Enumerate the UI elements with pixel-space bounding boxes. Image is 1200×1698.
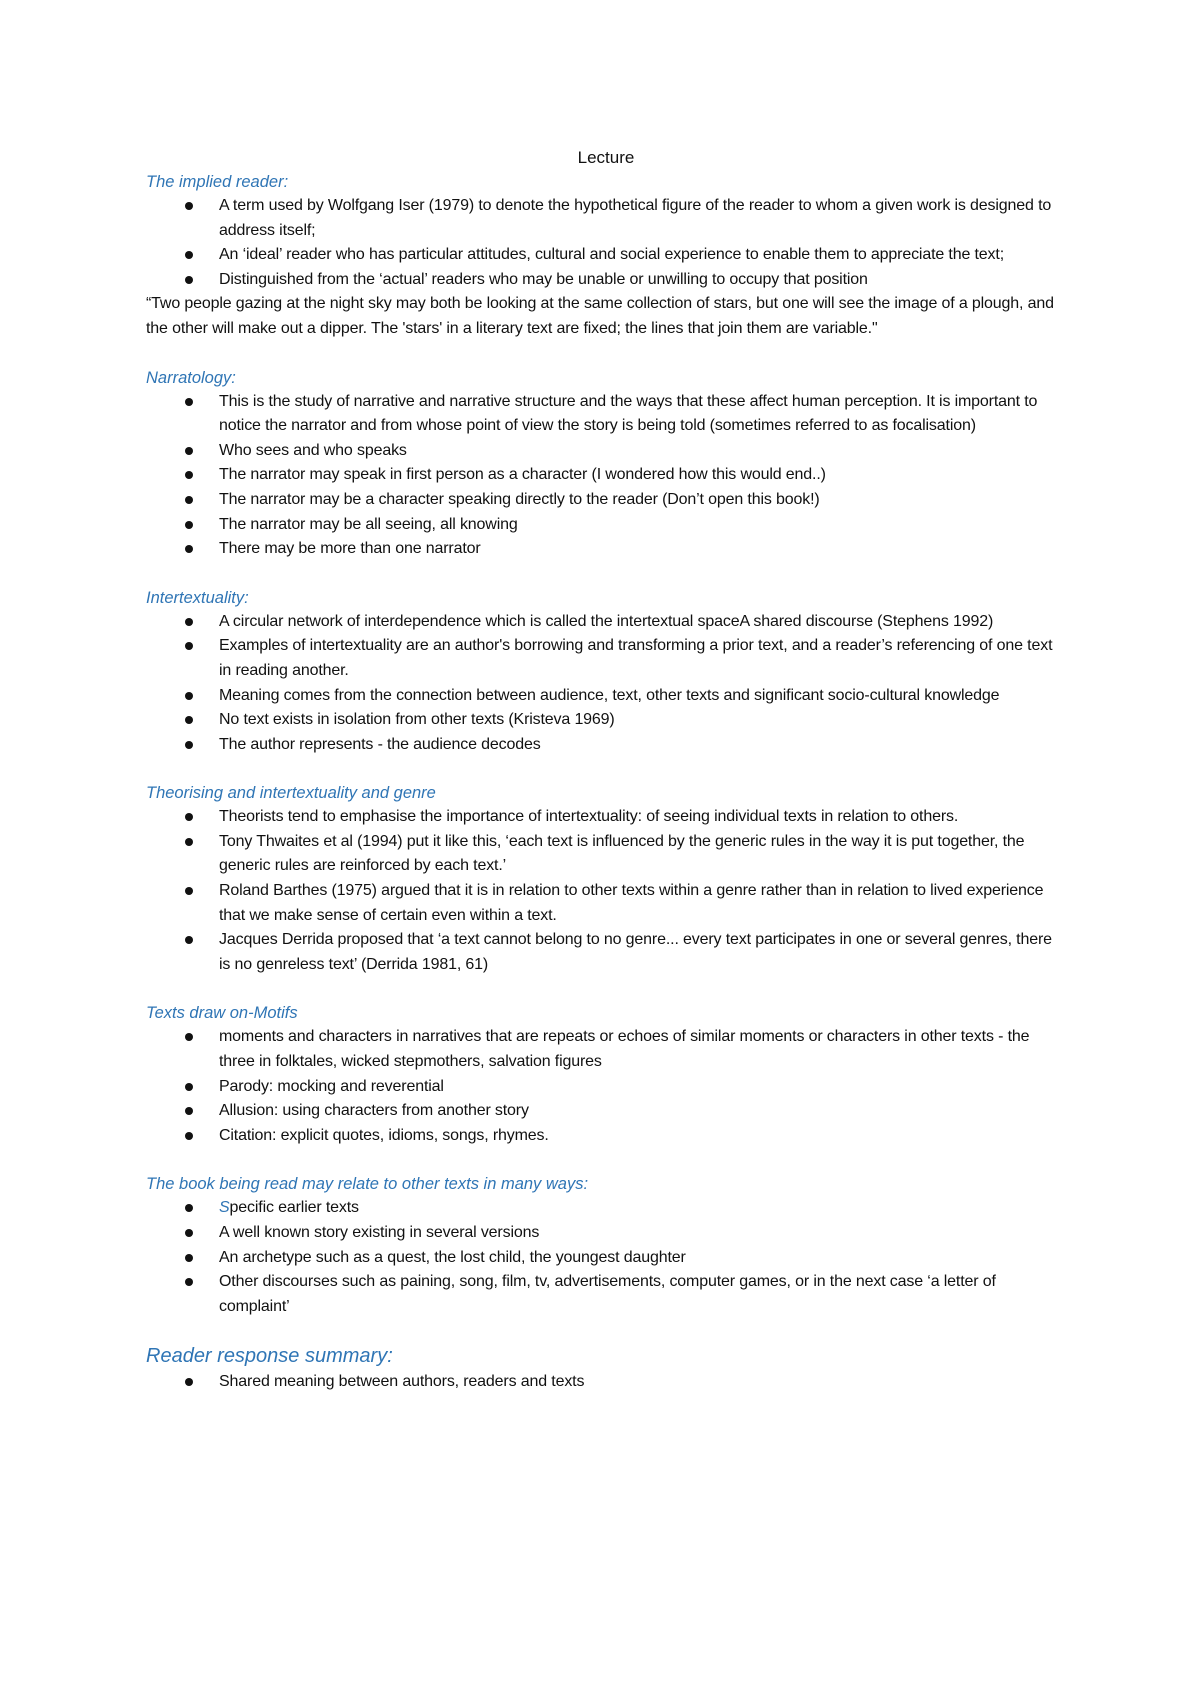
section-heading: The book being read may relate to other texts in many ways:	[146, 1175, 589, 1194]
bullet-icon	[185, 251, 193, 259]
bullet-icon	[185, 838, 193, 846]
bullet-icon	[185, 1378, 193, 1386]
bullet-icon	[185, 618, 193, 626]
section-intertextuality	[146, 586, 1066, 758]
bullet-icon	[185, 1107, 193, 1115]
list-item: Meaning comes from the connection between audience, text, other texts and significant socio-cultural knowledge	[146, 684, 1066, 709]
list-item: Specific earlier texts	[146, 1196, 1066, 1221]
bullet-icon	[185, 496, 193, 504]
section-heading: Theorising and intertextuality and genre	[146, 784, 436, 803]
list-item: There may be more than one narrator	[146, 537, 1066, 562]
section-narratology	[146, 366, 1066, 562]
document-page	[146, 146, 1066, 1419]
bullet-icon	[185, 936, 193, 944]
section-heading: Intertextuality:	[146, 588, 249, 607]
bullet-icon	[185, 545, 193, 553]
bullet-list	[146, 1370, 1066, 1395]
bullet-icon	[185, 1083, 193, 1091]
bullet-list	[146, 610, 1066, 758]
bullet-icon	[185, 692, 193, 700]
list-item: Distinguished from the ‘actual’ readers who may be unable or unwilling to occupy that position	[146, 268, 1066, 293]
list-item: Citation: explicit quotes, idioms, songs, rhymes.	[146, 1124, 1066, 1149]
list-item: Theorists tend to emphasise the importance of intertextuality: of seeing individual texts in relation to others.	[146, 805, 1066, 830]
section-relations	[146, 1172, 1066, 1319]
list-item: The author represents - the audience decodes	[146, 733, 1066, 758]
list-item: This is the study of narrative and narrative structure and the ways that these affect human perception. It is important to notice the narrator and from whose point of view the story is being told (sometimes referred to as focalisation)	[146, 390, 1066, 439]
list-item: The narrator may speak in first person as a character (I wondered how this would end..)	[146, 463, 1066, 488]
list-item: Parody: mocking and reverential	[146, 1075, 1066, 1100]
bullet-icon	[185, 471, 193, 479]
list-item: Roland Barthes (1975) argued that it is in relation to other texts within a genre rather than in relation to lived experience that we make sense of certain even within a text.	[146, 879, 1066, 928]
list-item: The narrator may be a character speaking directly to the reader (Don’t open this book!)	[146, 488, 1066, 513]
list-item: Examples of intertextuality are an author's borrowing and transforming a prior text, and a reader’s referencing of one text in reading another.	[146, 634, 1066, 683]
bullet-list	[146, 390, 1066, 562]
bullet-icon	[185, 447, 193, 455]
bullet-icon	[185, 1254, 193, 1262]
list-item: Shared meaning between authors, readers and texts	[146, 1370, 1066, 1395]
bullet-icon	[185, 813, 193, 821]
section-heading: Narratology:	[146, 368, 236, 387]
bullet-icon	[185, 521, 193, 529]
bullet-icon	[185, 1278, 193, 1286]
list-item: Tony Thwaites et al (1994) put it like this, ‘each text is influenced by the generic rules in the way it is put together, the generic rules are reinforced by each text.’	[146, 830, 1066, 879]
section-motifs	[146, 1001, 1066, 1148]
bullet-list	[146, 1196, 1066, 1319]
section-heading: Reader response summary:	[146, 1345, 393, 1368]
list-item: A well known story existing in several versions	[146, 1221, 1066, 1246]
bullet-icon	[185, 1033, 193, 1041]
quote-paragraph: “Two people gazing at the night sky may both be looking at the same collection of stars, but one will see the image of a plough, and the other will make out a dipper. The 'stars' in a literary text are fixed; the lines that join them are variable."	[146, 295, 1054, 337]
bullet-icon	[185, 642, 193, 650]
list-item: Who sees and who speaks	[146, 439, 1066, 464]
bullet-list	[146, 194, 1066, 292]
bullet-icon	[185, 716, 193, 724]
list-item: The narrator may be all seeing, all knowing	[146, 513, 1066, 538]
section-reader-response	[146, 1343, 1066, 1395]
bullet-icon	[185, 741, 193, 749]
section-implied-reader	[146, 170, 1066, 342]
bullet-icon	[185, 1229, 193, 1237]
bullet-icon	[185, 887, 193, 895]
bullet-icon	[185, 398, 193, 406]
bullet-icon	[185, 1204, 193, 1212]
bullet-icon	[185, 276, 193, 284]
bullet-list	[146, 805, 1066, 977]
list-item: Allusion: using characters from another story	[146, 1099, 1066, 1124]
section-theorising-genre	[146, 781, 1066, 977]
list-item: An ‘ideal’ reader who has particular attitudes, cultural and social experience to enable them to appreciate the text;	[146, 243, 1066, 268]
bullet-icon	[185, 202, 193, 210]
list-item: Other discourses such as paining, song, film, tv, advertisements, computer games, or in the next case ‘a letter of complaint’	[146, 1270, 1066, 1319]
list-item: An archetype such as a quest, the lost child, the youngest daughter	[146, 1246, 1066, 1271]
list-item: No text exists in isolation from other texts (Kristeva 1969)	[146, 708, 1066, 733]
document-title: Lecture	[577, 148, 635, 167]
section-heading: Texts draw on-Motifs	[146, 1004, 298, 1023]
list-item: moments and characters in narratives that are repeats or echoes of similar moments or characters in other texts - the three in folktales, wicked stepmothers, salvation figures	[146, 1025, 1066, 1074]
list-item: Jacques Derrida proposed that ‘a text cannot belong to no genre... every text participates in one or several genres, there is no genreless text’ (Derrida 1981, 61)	[146, 928, 1066, 977]
bullet-icon	[185, 1132, 193, 1140]
bullet-list	[146, 1025, 1066, 1148]
section-heading: The implied reader:	[146, 173, 289, 191]
list-item: A term used by Wolfgang Iser (1979) to denote the hypothetical figure of the reader to whom a given work is designed to address itself;	[146, 194, 1066, 243]
list-item: A circular network of interdependence which is called the intertextual spaceA shared discourse (Stephens 1992)	[146, 610, 1066, 635]
